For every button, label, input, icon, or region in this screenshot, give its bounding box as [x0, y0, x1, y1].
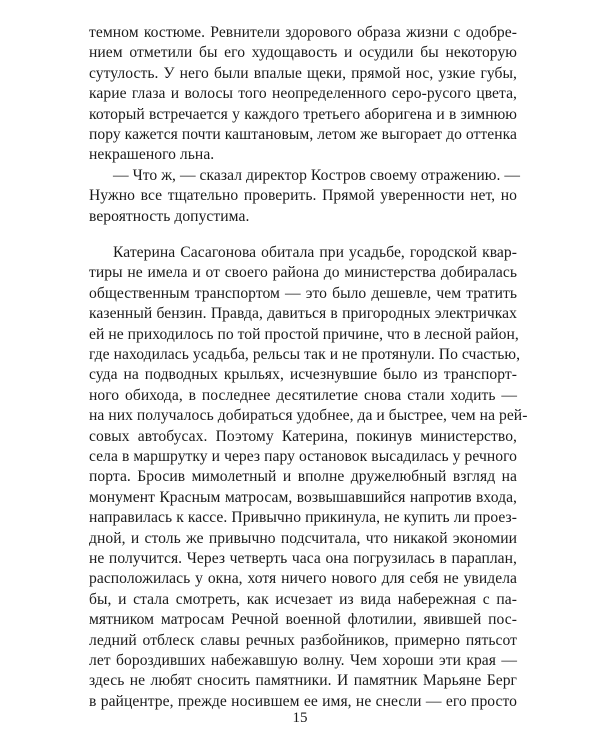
text-line: где находилась усадьба, рельсы так и не протянули. По счастью, — [89, 346, 521, 363]
text-line: лет бороздивших набежавшую волну. Чем хороши эти края — — [89, 652, 517, 669]
text-line: Катерина Сасагонова обитала при усадьбе, городской квар- — [113, 244, 517, 261]
text-line: нием отметили бы его худощавость и осудили бы некоторую — [89, 44, 517, 62]
text-line: ледний отблеск славы речных разбойников, примерно пятьсот — [89, 631, 517, 649]
text-line: бы, и стала смотреть, как исчезает из вида набережная с па- — [89, 590, 517, 608]
text-line: — Что ж, — сказал директор Костров своему отражению. — — [113, 166, 521, 184]
text-line: казенный бензин. Правда, давиться в пригородных электричках — [89, 305, 517, 323]
text-line: некрашеного льна. — [89, 146, 215, 164]
text-line: направилась к кассе. Привычно прикинула, не купить ли проез- — [89, 509, 517, 527]
text-line: тиры не имела и от своего района до министерства добиралась — [89, 264, 517, 282]
text-line: Нужно все тщательно проверить. Прямой уверенности нет, но — [89, 187, 517, 205]
text-line: который встречается у каждого третьего аборигена и в зимнюю — [89, 105, 517, 123]
text-line: в райцентре, прежде носившем ее имя, не снесли — его просто — [89, 692, 517, 710]
text-line: села в маршрутку и через пару остановок высадилась у речного — [89, 448, 517, 465]
text-line: расположилась у окна, хотя ничего нового для себя не увидела — [89, 570, 517, 588]
text-line: мятником матросам Речной военной флотилии, явившей пос- — [89, 611, 517, 629]
text-line: не получится. Через четверть часа она погрузилась в параплан, — [89, 550, 517, 567]
page-number: 15 — [292, 710, 308, 726]
text-line: на них получалось добираться удобнее, да и быстрее, чем на рей- — [89, 407, 528, 425]
text-line: сутулость. У него были впалые щеки, прямой нос, узкие губы, — [89, 64, 517, 82]
text-line: дной, и столь же привычно подсчитала, что никакой экономии — [89, 529, 517, 547]
text-line: порта. Бросив мимолетный и вполне дружелюбный взгляд на — [89, 468, 517, 486]
text-line: совых автобусах. Поэтому Катерина, покинув министерство, — [89, 427, 517, 445]
text-line: ного обихода, в последнее десятилетие снова стали ходить — — [89, 386, 517, 404]
text-line: темном костюме. Ревнители здорового образа жизни с одобре- — [89, 24, 517, 41]
text-line: вероятность допустима. — [89, 207, 250, 225]
text-line: суда на подводных крыльях, исчезнувшие было из транспорт- — [89, 366, 517, 384]
text-line: ей не приходилось по той простой причине, что в лесной район, — [89, 325, 519, 343]
text-line: общественным транспортом — это было дешевле, чем тратить — [89, 284, 517, 302]
text-line: пору кажется почти каштановым, летом же выгорает до оттенка — [89, 126, 517, 143]
text-line: монумент Красным матросам, возвышавшийся напротив входа, — [89, 488, 517, 506]
text-line: карие глаза и волосы того неопределенного серо-русого цвета, — [89, 85, 517, 103]
text-line: здесь не любят сносить памятники. И памятник Марьяне Берг — [89, 672, 517, 690]
